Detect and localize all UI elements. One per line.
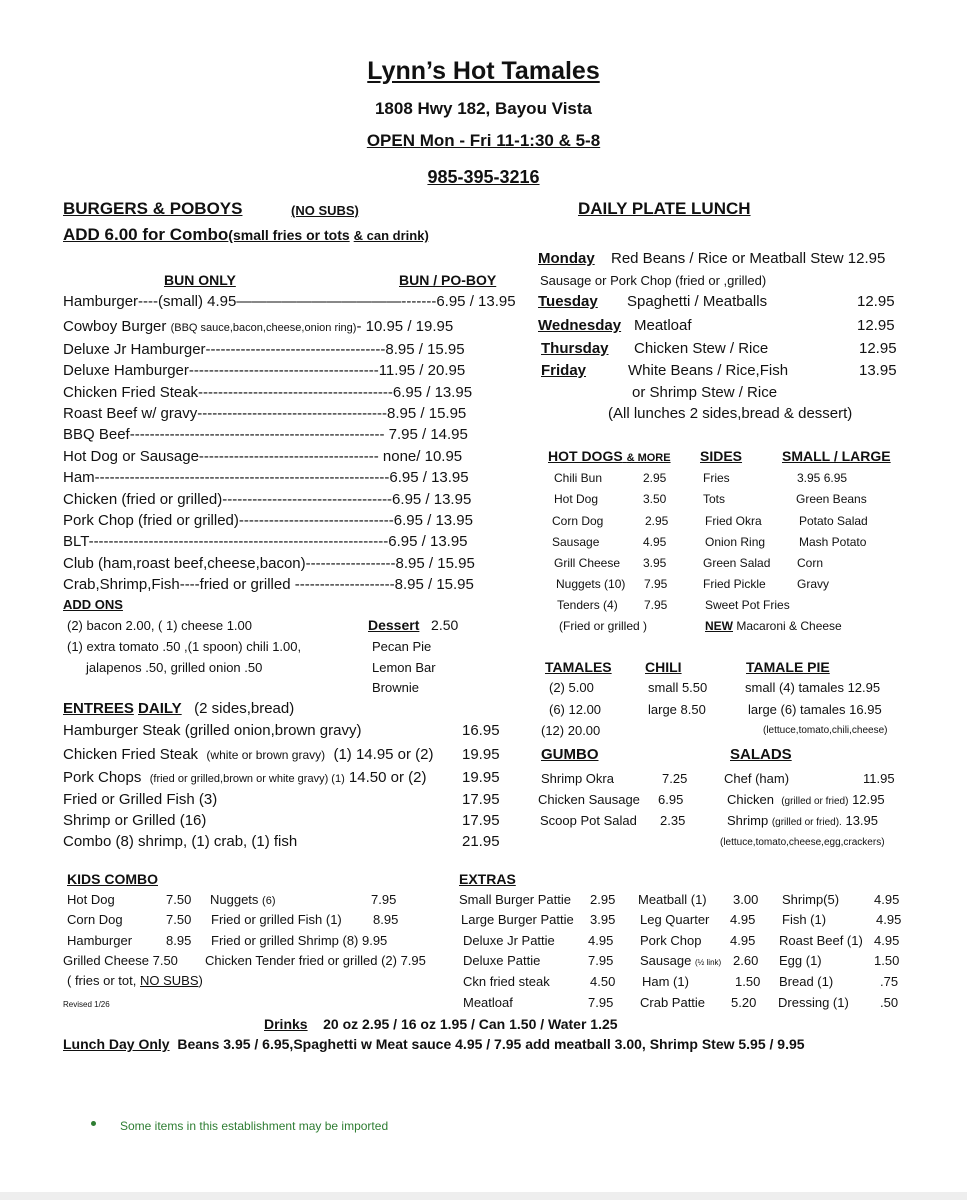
extra-item-name: Sausage [640,953,692,968]
combo-note: (small fries or tots [228,227,350,243]
entree-options: 14.50 or (2) [348,769,427,786]
chili-item: small 5.50 [648,680,708,695]
extra-price: 3.95 [590,912,616,927]
hotdogs-heading [548,448,671,464]
extra-item [640,953,721,968]
kids-heading: KIDS COMBO [67,871,158,887]
extra-item-note: (½ link) [694,958,722,967]
hotdog-item: Corn Dog [552,514,604,528]
menu-item-hamburger: Hamburger----(small) 4.95———————————-------6.95 / 13.95 [63,293,516,310]
col-bun-poboy: BUN / PO-BOY [399,272,497,288]
no-subs-label: (NO SUBS) [291,203,359,218]
side-item: Green Beans [796,492,867,506]
menu-item-club: Club (ham,roast beef,cheese,bacon)------------------8.95 / 15.95 [63,555,475,572]
menu-item-ham: Ham-----------------------------------------------------------6.95 / 13.95 [63,469,469,486]
salad-shrimp-price: 13.95 [845,813,879,828]
entree-price: 17.95 [462,812,500,829]
kids-price: 8.95 [373,912,399,927]
tamale-pie-item: small (4) tamales 12.95 [745,680,881,695]
hotdog-item: Tenders (4) [557,598,618,612]
entree-note: (fried or grilled,brown or white gravy) (1) [149,773,345,785]
addons-heading: ADD ONS [63,597,123,612]
salad-shrimp-note: (grilled or fried). [771,817,842,828]
hotdog-price: 2.95 [643,471,667,485]
tamale-pie-item: large (6) tamales 16.95 [748,702,882,717]
side-item: Fried Okra [705,514,762,528]
entree-price: 17.95 [462,791,500,808]
extra-item: Meatloaf [463,995,513,1010]
kids-price: 8.95 [166,933,192,948]
daily-heading: DAILY PLATE LUNCH [578,199,751,218]
chili-item: large 8.50 [648,702,706,717]
restaurant-address: 1808 Hwy 182, Bayou Vista [374,99,593,118]
salad-chicken [727,792,885,807]
side-new-item [705,619,842,633]
kids-item: Hot Dog [67,892,115,907]
gumbo-price: 2.35 [660,813,686,828]
hotdog-price: 3.50 [643,492,667,506]
bullet-icon [91,1121,96,1126]
extra-price: 5.20 [731,995,757,1010]
extra-item: Fish (1) [782,912,827,927]
hotdogs-more-label: & MORE [626,452,671,464]
salad-shrimp-name: Shrimp [727,813,769,828]
addons-line-2: (1) extra tomato .50 ,(1 spoon) chili 1.00, [67,639,302,654]
gumbo-item: Chicken Sausage [538,792,640,807]
extra-price: .75 [880,974,899,989]
hotdog-item: Grill Cheese [554,556,621,570]
monday-item: Red Beans / Rice or Meatball Stew 12.95 [611,250,886,267]
extra-item: Shrimp(5) [782,892,840,907]
tamales-item: (6) 12.00 [549,702,602,717]
gumbo-price: 6.95 [658,792,684,807]
thursday-item: Chicken Stew / Rice [634,340,769,357]
tamale-pie-heading: TAMALE PIE [746,659,830,675]
addons-line-3: jalapenos .50, grilled onion .50 [86,660,263,675]
bottom-band [0,1192,967,1200]
restaurant-title: Lynn’s Hot Tamales [367,57,600,85]
kids-item-count: (6) [262,895,276,907]
menu-item-pork-chop: Pork Chop (fried or grilled)-------------------------------6.95 / 13.95 [63,512,473,529]
new-item-name: Macaroni & Cheese [736,619,842,633]
extra-price: 7.95 [588,995,614,1010]
kids-note-close: ) [198,973,203,988]
side-item: Corn [797,556,824,570]
side-item: Potato Salad [799,514,868,528]
dessert-price: 2.50 [431,617,459,633]
daily-note: (All lunches 2 sides,bread & dessert) [608,405,853,422]
menu-item-bbq-beef: BBQ Beef--------------------------------------------------- 7.95 / 14.95 [63,426,468,443]
hotdog-price: 4.95 [643,535,667,549]
menu-item-hot-dog: Hot Dog or Sausage------------------------------------ none/ 10.95 [63,448,463,465]
tamales-item: (12) 20.00 [541,723,601,738]
burgers-heading: BURGERS & POBOYS [63,199,243,218]
entrees-note: (2 sides,bread) [194,700,295,717]
hotdogs-label: HOT DOGS [548,448,623,464]
extra-price: 4.95 [874,933,900,948]
hotdog-price: 7.95 [644,598,668,612]
extra-item: Dressing (1) [778,995,849,1010]
entree-name: Hamburger Steak (grilled onion,brown gravy) [63,722,362,739]
menu-item-roast-beef: Roast Beef w/ gravy--------------------------------------8.95 / 15.95 [63,405,467,422]
side-item: Onion Ring [705,535,766,549]
opening-hours: OPEN Mon - Fri 11-1:30 & 5-8 [366,131,601,150]
day-thursday: Thursday [541,340,609,357]
entree-name: Combo (8) shrimp, (1) crab, (1) fish [63,833,298,850]
friday-price: 13.95 [859,362,897,379]
entrees-heading [63,700,294,717]
drinks-label: Drinks [264,1016,308,1032]
new-badge: NEW [705,619,733,633]
hotdog-item: Chili Bun [554,471,603,485]
salad-chicken-price: 12.95 [852,792,885,807]
menu-item-chicken: Chicken (fried or grilled)----------------------------------6.95 / 13.95 [63,491,472,508]
hotdog-price: 3.95 [643,556,667,570]
entree-label: Pork Chops [63,769,142,786]
extra-price: 7.95 [588,953,614,968]
extra-price: 4.95 [730,912,756,927]
extra-item: Pork Chop [640,933,702,948]
kids-item-name: Nuggets [210,892,259,907]
kids-item: Hamburger [67,933,133,948]
wednesday-item: Meatloaf [634,317,692,334]
revised-date: Revised 1/26 [63,1000,110,1009]
sides-prices: 3.95 6.95 [797,471,848,485]
side-item: Sweet Pot Fries [705,598,790,612]
lunch-day-label: Lunch Day Only [63,1036,170,1052]
dessert-label: Dessert [368,617,420,633]
extra-price: 3.00 [733,892,759,907]
extra-item: Leg Quarter [640,912,710,927]
extra-item: Roast Beef (1) [779,933,863,948]
drinks-prices: 20 oz 2.95 / 16 oz 1.95 / Can 1.50 / Water 1.25 [323,1016,618,1032]
import-note: Some items in this establishment may be imported [120,1119,389,1133]
extra-item: Crab Pattie [640,995,706,1010]
entree-price: 19.95 [462,769,500,786]
kids-no-subs: NO SUBS [139,973,199,988]
chili-heading: CHILI [645,659,682,675]
cowboy-burger-note: (BBQ sauce,bacon,cheese,onion ring) [170,322,357,334]
dessert-item: Brownie [372,680,419,695]
lunch-day-line [63,1036,805,1052]
kids-price: 7.50 [166,912,192,927]
combo-heading [63,225,429,245]
entree-name: Shrimp or Grilled (16) [63,812,207,829]
salad-chicken-note: (grilled or fried) [781,796,849,807]
extra-price: 2.95 [590,892,616,907]
tamales-item: (2) 5.00 [549,680,594,695]
kids-item [210,892,276,907]
kids-item: Grilled Cheese 7.50 [63,953,178,968]
salads-note: (lettuce,tomato,cheese,egg,crackers) [720,837,885,848]
extra-price: 4.95 [588,933,614,948]
entree-price: 16.95 [462,722,500,739]
kids-item: Chicken Tender fried or grilled (2) 7.95 [205,953,426,968]
extra-item: Bread (1) [779,974,834,989]
side-item: Green Salad [703,556,771,570]
extra-item: Egg (1) [779,953,822,968]
extra-price: 2.60 [733,953,759,968]
salad-chef: Chef (ham) [724,771,790,786]
entree-price: 19.95 [462,746,500,763]
extra-price: 1.50 [874,953,900,968]
day-friday: Friday [541,362,587,379]
monday-sub: Sausage or Pork Chop (fried or ,grilled) [540,273,767,288]
entree-name: Fried or Grilled Fish (3) [63,791,218,808]
side-item: Mash Potato [799,535,867,549]
side-item: Fries [703,471,730,485]
gumbo-item: Shrimp Okra [541,771,614,786]
side-item: Tots [703,492,726,506]
extra-item: Ckn fried steak [463,974,550,989]
entree-label: Chicken Fried Steak [63,746,199,763]
extra-item: Large Burger Pattie [461,912,574,927]
entree-options: (1) 14.95 or (2) [333,746,434,763]
hotdog-price: 2.95 [645,514,669,528]
tuesday-price: 12.95 [857,293,895,310]
dessert-heading [368,617,458,633]
menu-item-cowboy-burger [63,318,453,335]
extra-price: 1.50 [735,974,761,989]
extra-item: Deluxe Pattie [463,953,541,968]
menu-item-blt: BLT------------------------------------------------------------6.95 / 13.95 [63,533,468,550]
kids-price: 7.95 [371,892,397,907]
lunch-day-prices: Beans 3.95 / 6.95,Spaghetti w Meat sauce 4.95 / 7.95 add meatball 3.00, Shrimp Stew 5.95 / 9.95 [177,1036,805,1052]
combo-drink-note: & can drink) [353,228,429,243]
hotdog-price: 7.95 [644,577,668,591]
extra-price: .50 [880,995,899,1010]
gumbo-item: Scoop Pot Salad [540,813,637,828]
day-monday: Monday [538,250,595,267]
entrees-label: ENTREES [63,700,134,717]
extras-heading: EXTRAS [459,871,516,887]
dessert-item: Lemon Bar [372,660,436,675]
entree-name [63,769,426,786]
extra-price: 4.95 [730,933,756,948]
tamales-heading: TAMALES [545,659,612,675]
kids-note [67,973,203,988]
menu-item-crab-shrimp-fish: Crab,Shrimp,Fish----fried or grilled --------------------8.95 / 15.95 [63,576,474,593]
kids-item: Corn Dog [67,912,123,927]
hotdog-item: Hot Dog [554,492,599,506]
extra-item: Small Burger Pattie [459,892,571,907]
day-tuesday: Tuesday [538,293,598,310]
wednesday-price: 12.95 [857,317,895,334]
phone-number: 985-395-3216 [427,167,540,187]
day-wednesday: Wednesday [538,317,622,334]
friday-sub: or Shrimp Stew / Rice [632,384,778,401]
tuesday-item: Spaghetti / Meatballs [627,293,768,310]
extra-price: 4.95 [876,912,902,927]
drinks-line [264,1016,618,1032]
thursday-price: 12.95 [859,340,897,357]
hotdog-item: Nuggets (10) [556,577,626,591]
hotdog-note: (Fried or grilled ) [559,619,648,633]
extra-item: Deluxe Jr Pattie [463,933,555,948]
sides-size-heading: SMALL / LARGE [782,448,891,464]
cowboy-burger-price: - 10.95 / 19.95 [356,318,454,335]
cowboy-burger-name: Cowboy Burger [63,318,167,335]
kids-item: Fried or grilled Fish (1) [211,912,342,927]
entrees-daily-label: DAILY [138,700,182,717]
gumbo-price: 7.25 [662,771,688,786]
tamale-pie-note: (lettuce,tomato,chili,cheese) [763,725,888,736]
extra-price: 4.95 [874,892,900,907]
kids-price: 7.50 [166,892,192,907]
hotdog-item: Sausage [552,535,600,549]
salad-shrimp [727,813,878,828]
entree-price: 21.95 [462,833,500,850]
extra-item: Ham (1) [642,974,689,989]
salad-chicken-name: Chicken [727,792,774,807]
side-item: Fried Pickle [703,577,766,591]
addons-line-1: (2) bacon 2.00, ( 1) cheese 1.00 [67,618,253,633]
gumbo-heading: GUMBO [541,746,599,763]
friday-item: White Beans / Rice,Fish [628,362,789,379]
extra-price: 4.50 [590,974,616,989]
col-bun-only: BUN ONLY [164,272,236,288]
extra-item: Meatball (1) [638,892,707,907]
combo-main: ADD 6.00 for Combo [63,225,229,244]
dessert-item: Pecan Pie [372,639,432,654]
kids-item: Fried or grilled Shrimp (8) 9.95 [211,933,388,948]
kids-note-text: ( fries or tot, [67,973,137,988]
salads-heading: SALADS [730,746,792,763]
entree-name [63,746,434,763]
entree-note: (white or brown gravy) [206,748,326,762]
sides-heading: SIDES [700,448,743,464]
menu-item-deluxe-jr: Deluxe Jr Hamburger------------------------------------8.95 / 15.95 [63,341,465,358]
menu-item-deluxe: Deluxe Hamburger--------------------------------------11.95 / 20.95 [63,362,466,379]
salad-chef-price: 11.95 [863,771,895,786]
menu-item-chicken-fried-steak: Chicken Fried Steak---------------------------------------6.95 / 13.95 [63,384,473,401]
side-item: Gravy [797,577,830,591]
